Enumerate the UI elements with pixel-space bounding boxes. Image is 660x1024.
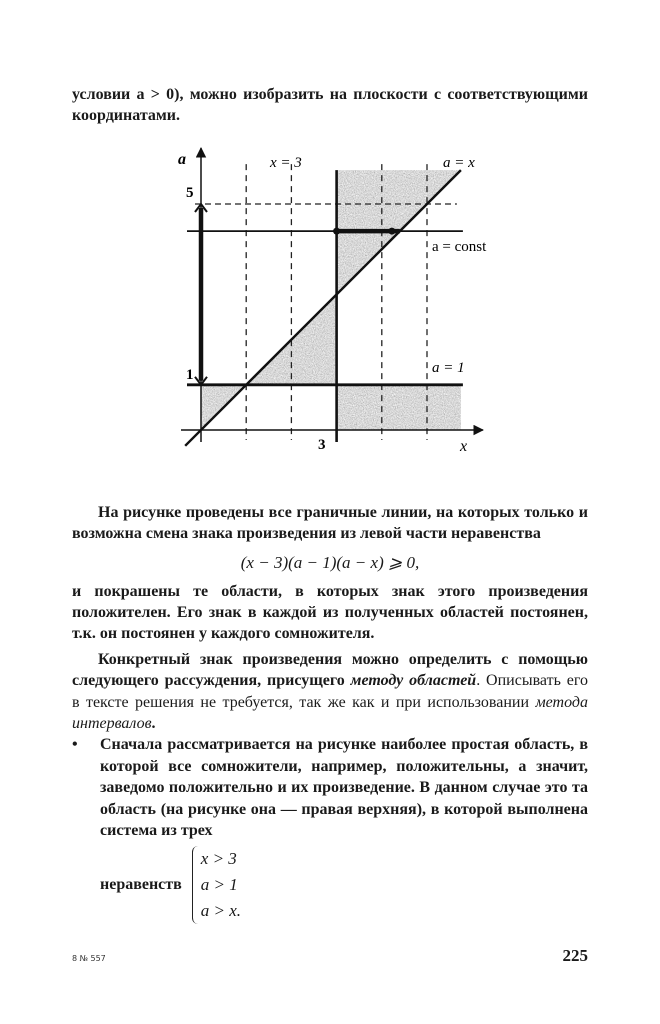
text-column [72,0,588,1006]
axis-x-label: x [460,437,468,455]
brace-symbol [192,846,201,924]
print-code: 8 № 557 [72,953,106,963]
system-row: a > 1 [200,874,238,894]
system-rows [201,846,241,924]
inequality-system [100,846,588,924]
method-text-2: . Описывать его в тексте решения не требуется, так же как и при использовании [72,672,588,711]
page-number: 225 [562,945,588,965]
tick-a5-label: 5 [186,184,194,201]
system-row: x > 3 [200,848,237,868]
shaded-region [337,385,461,430]
shading-text: и покрашены те области, в которых знак этого произведения положителен. Его знак в каждой из полученных областей постоянен, т.к. он постоянен у каждого сомножителя. [72,582,588,643]
bullet-item [72,734,588,841]
page-footer [72,946,588,1006]
tick-a1-label: 1 [186,366,194,383]
intro-text: условии a > 0), можно изобразить на плоскости с соответствующими координатами. [72,86,588,125]
paragraph-shading [72,581,588,645]
axis-a-label: a [178,150,186,168]
label-x-eq-3: x = 3 [270,154,302,171]
formula-text: (x − 3)(a − 1)(a − x) ⩾ 0, [240,552,420,572]
tick-x3-label: 3 [318,436,326,453]
method-text-3: . [151,715,156,733]
boundaries-text: На рисунке проведены все граничные линии, на которых только и возможна смена знака произведения из левой части неравенства [72,503,588,543]
segment-endpoint [388,227,395,234]
system-label: неравенств [100,875,182,893]
label-a-const: a = const [432,238,487,255]
bullet-text: Сначала рассматривается на рисунке наиболее простая область, в которой все сомножители, например, положительны, а значит, заведомо положительно и их произведение. В данном случае это та область (на рисунке она — правая верхняя), в которой выполнена система из трех [100,736,588,840]
figure-container [72,133,588,488]
method-emphasis-regions: методу областей [350,672,477,690]
segment-endpoint [333,227,340,234]
paragraph-boundaries [72,502,588,545]
region-figure [0,1,660,471]
label-a-eq-1: a = 1 [432,359,465,376]
label-a-eq-x: a = x [443,154,475,171]
inequality-formula [72,551,588,575]
method-emphasis-intervals: метода интервалов [72,693,588,733]
bullet-marker: • [72,736,78,754]
system-row: a > x. [200,900,242,920]
method-text-1: Конкретный знак произведения можно определить с помощью следующего рассуждения, присущего [72,650,588,690]
paragraph-method [72,649,588,735]
